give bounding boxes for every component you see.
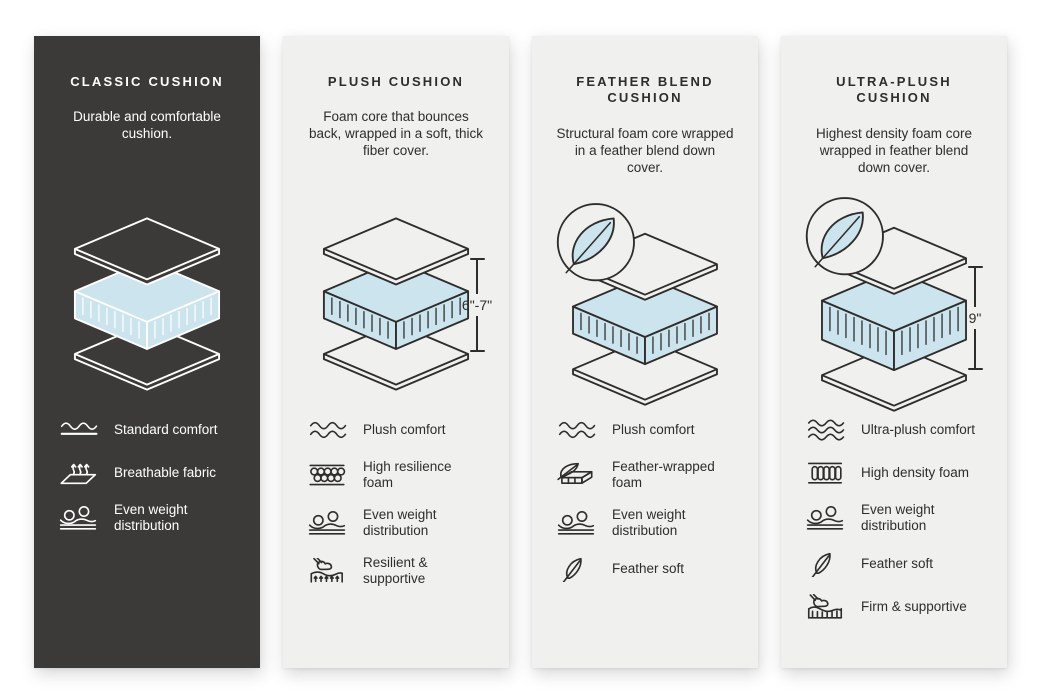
card-description: Foam core that bounces back, wrapped in a soft, thick fiber cover. xyxy=(308,109,484,159)
weight-distribution-icon xyxy=(556,510,596,536)
feature-row xyxy=(805,502,983,535)
card-header xyxy=(307,36,485,194)
feature-list xyxy=(805,414,983,621)
feature-label: Firm & supportive xyxy=(861,598,967,614)
weight-distribution-icon xyxy=(307,510,347,536)
card-header xyxy=(58,36,236,194)
feature-row xyxy=(58,416,236,444)
feature-row xyxy=(58,459,236,487)
card-description: Highest density foam core wrapped in feather blend down cover. xyxy=(815,125,973,175)
feature-label: High density foam xyxy=(861,464,970,480)
wave-double-icon xyxy=(556,417,596,443)
feature-row xyxy=(556,459,734,492)
feature-row xyxy=(307,416,485,444)
feature-label: Resilient & supportive xyxy=(363,554,428,587)
card-title: CLASSIC CUSHION xyxy=(70,74,224,89)
feature-label: Feather-wrapped foam xyxy=(612,459,715,491)
cushion-layers-graphic xyxy=(52,214,242,394)
feature-list xyxy=(556,414,734,583)
card-title: FEATHER BLEND CUSHION xyxy=(576,74,714,106)
card-header xyxy=(556,36,734,194)
card-plush-cushion xyxy=(283,36,509,668)
cushion-layers xyxy=(52,214,242,394)
card-ultra-plush-cushion xyxy=(781,36,1007,668)
cushion-layers-graphic xyxy=(550,199,740,409)
feature-row xyxy=(58,502,236,535)
cushion-illustration xyxy=(556,194,734,414)
dimension-line xyxy=(476,260,478,294)
feather-foam-icon xyxy=(556,462,596,488)
feature-row xyxy=(556,555,734,583)
feature-label: Breathable fabric xyxy=(114,464,217,480)
feature-row xyxy=(805,416,983,444)
wave-single-icon xyxy=(58,417,98,443)
cushion-illustration xyxy=(307,194,493,414)
height-dimension-label: 6"-7" xyxy=(461,297,493,313)
breathable-icon xyxy=(58,460,98,486)
wave-double-icon xyxy=(307,417,347,443)
feature-row xyxy=(805,459,983,487)
feature-list xyxy=(307,414,485,588)
feature-label: High resilience foam xyxy=(363,459,452,491)
feather-icon xyxy=(556,556,596,582)
card-feather-blend-cushion xyxy=(532,36,758,668)
dimension-cap xyxy=(470,350,485,352)
feature-label: Standard comfort xyxy=(114,421,218,437)
coil-foam-icon xyxy=(805,460,845,486)
feature-row xyxy=(805,550,983,578)
honeycomb-foam-icon xyxy=(307,462,347,488)
feature-row xyxy=(307,555,485,588)
feature-list xyxy=(58,414,236,535)
feature-label: Even weight distribution xyxy=(612,506,686,539)
dimension-line xyxy=(974,268,976,307)
feature-label: Feather soft xyxy=(861,555,934,571)
dimension-line xyxy=(476,316,478,350)
card-description: Durable and comfortable cushion. xyxy=(73,109,221,142)
feature-row xyxy=(556,507,734,540)
hand-mattress-icon xyxy=(805,594,845,620)
feather-icon xyxy=(805,551,845,577)
cushion-layers xyxy=(550,199,740,409)
feature-row xyxy=(805,593,983,621)
feature-row xyxy=(556,416,734,444)
feature-label: Plush comfort xyxy=(612,421,695,437)
cushion-illustration xyxy=(58,194,236,414)
height-dimension-label: 9" xyxy=(968,310,982,326)
feature-label: Feather soft xyxy=(612,560,685,576)
feature-label: Plush comfort xyxy=(363,421,446,437)
card-title: PLUSH CUSHION xyxy=(327,74,465,89)
card-header xyxy=(805,36,983,194)
weight-distribution-icon xyxy=(58,505,98,531)
card-title: ULTRA-PLUSH CUSHION xyxy=(836,74,952,106)
feature-label: Even weight distribution xyxy=(861,502,935,534)
weight-distribution-icon xyxy=(805,505,845,531)
height-dimension xyxy=(953,266,997,370)
feature-label: Even weight distribution xyxy=(363,506,437,539)
dimension-line xyxy=(974,329,976,368)
card-classic-cushion xyxy=(34,36,260,668)
feature-label: Even weight distribution xyxy=(114,502,188,534)
wave-triple-icon xyxy=(805,417,845,443)
feature-row xyxy=(307,507,485,540)
feature-label: Ultra-plush comfort xyxy=(861,421,976,437)
card-description: Structural foam core wrapped in a feather blend down cover. xyxy=(556,125,734,175)
dimension-cap xyxy=(968,368,983,370)
cushion-illustration xyxy=(805,194,983,414)
hand-springs-icon xyxy=(307,558,347,584)
height-dimension xyxy=(455,258,499,352)
feature-row xyxy=(307,459,485,492)
